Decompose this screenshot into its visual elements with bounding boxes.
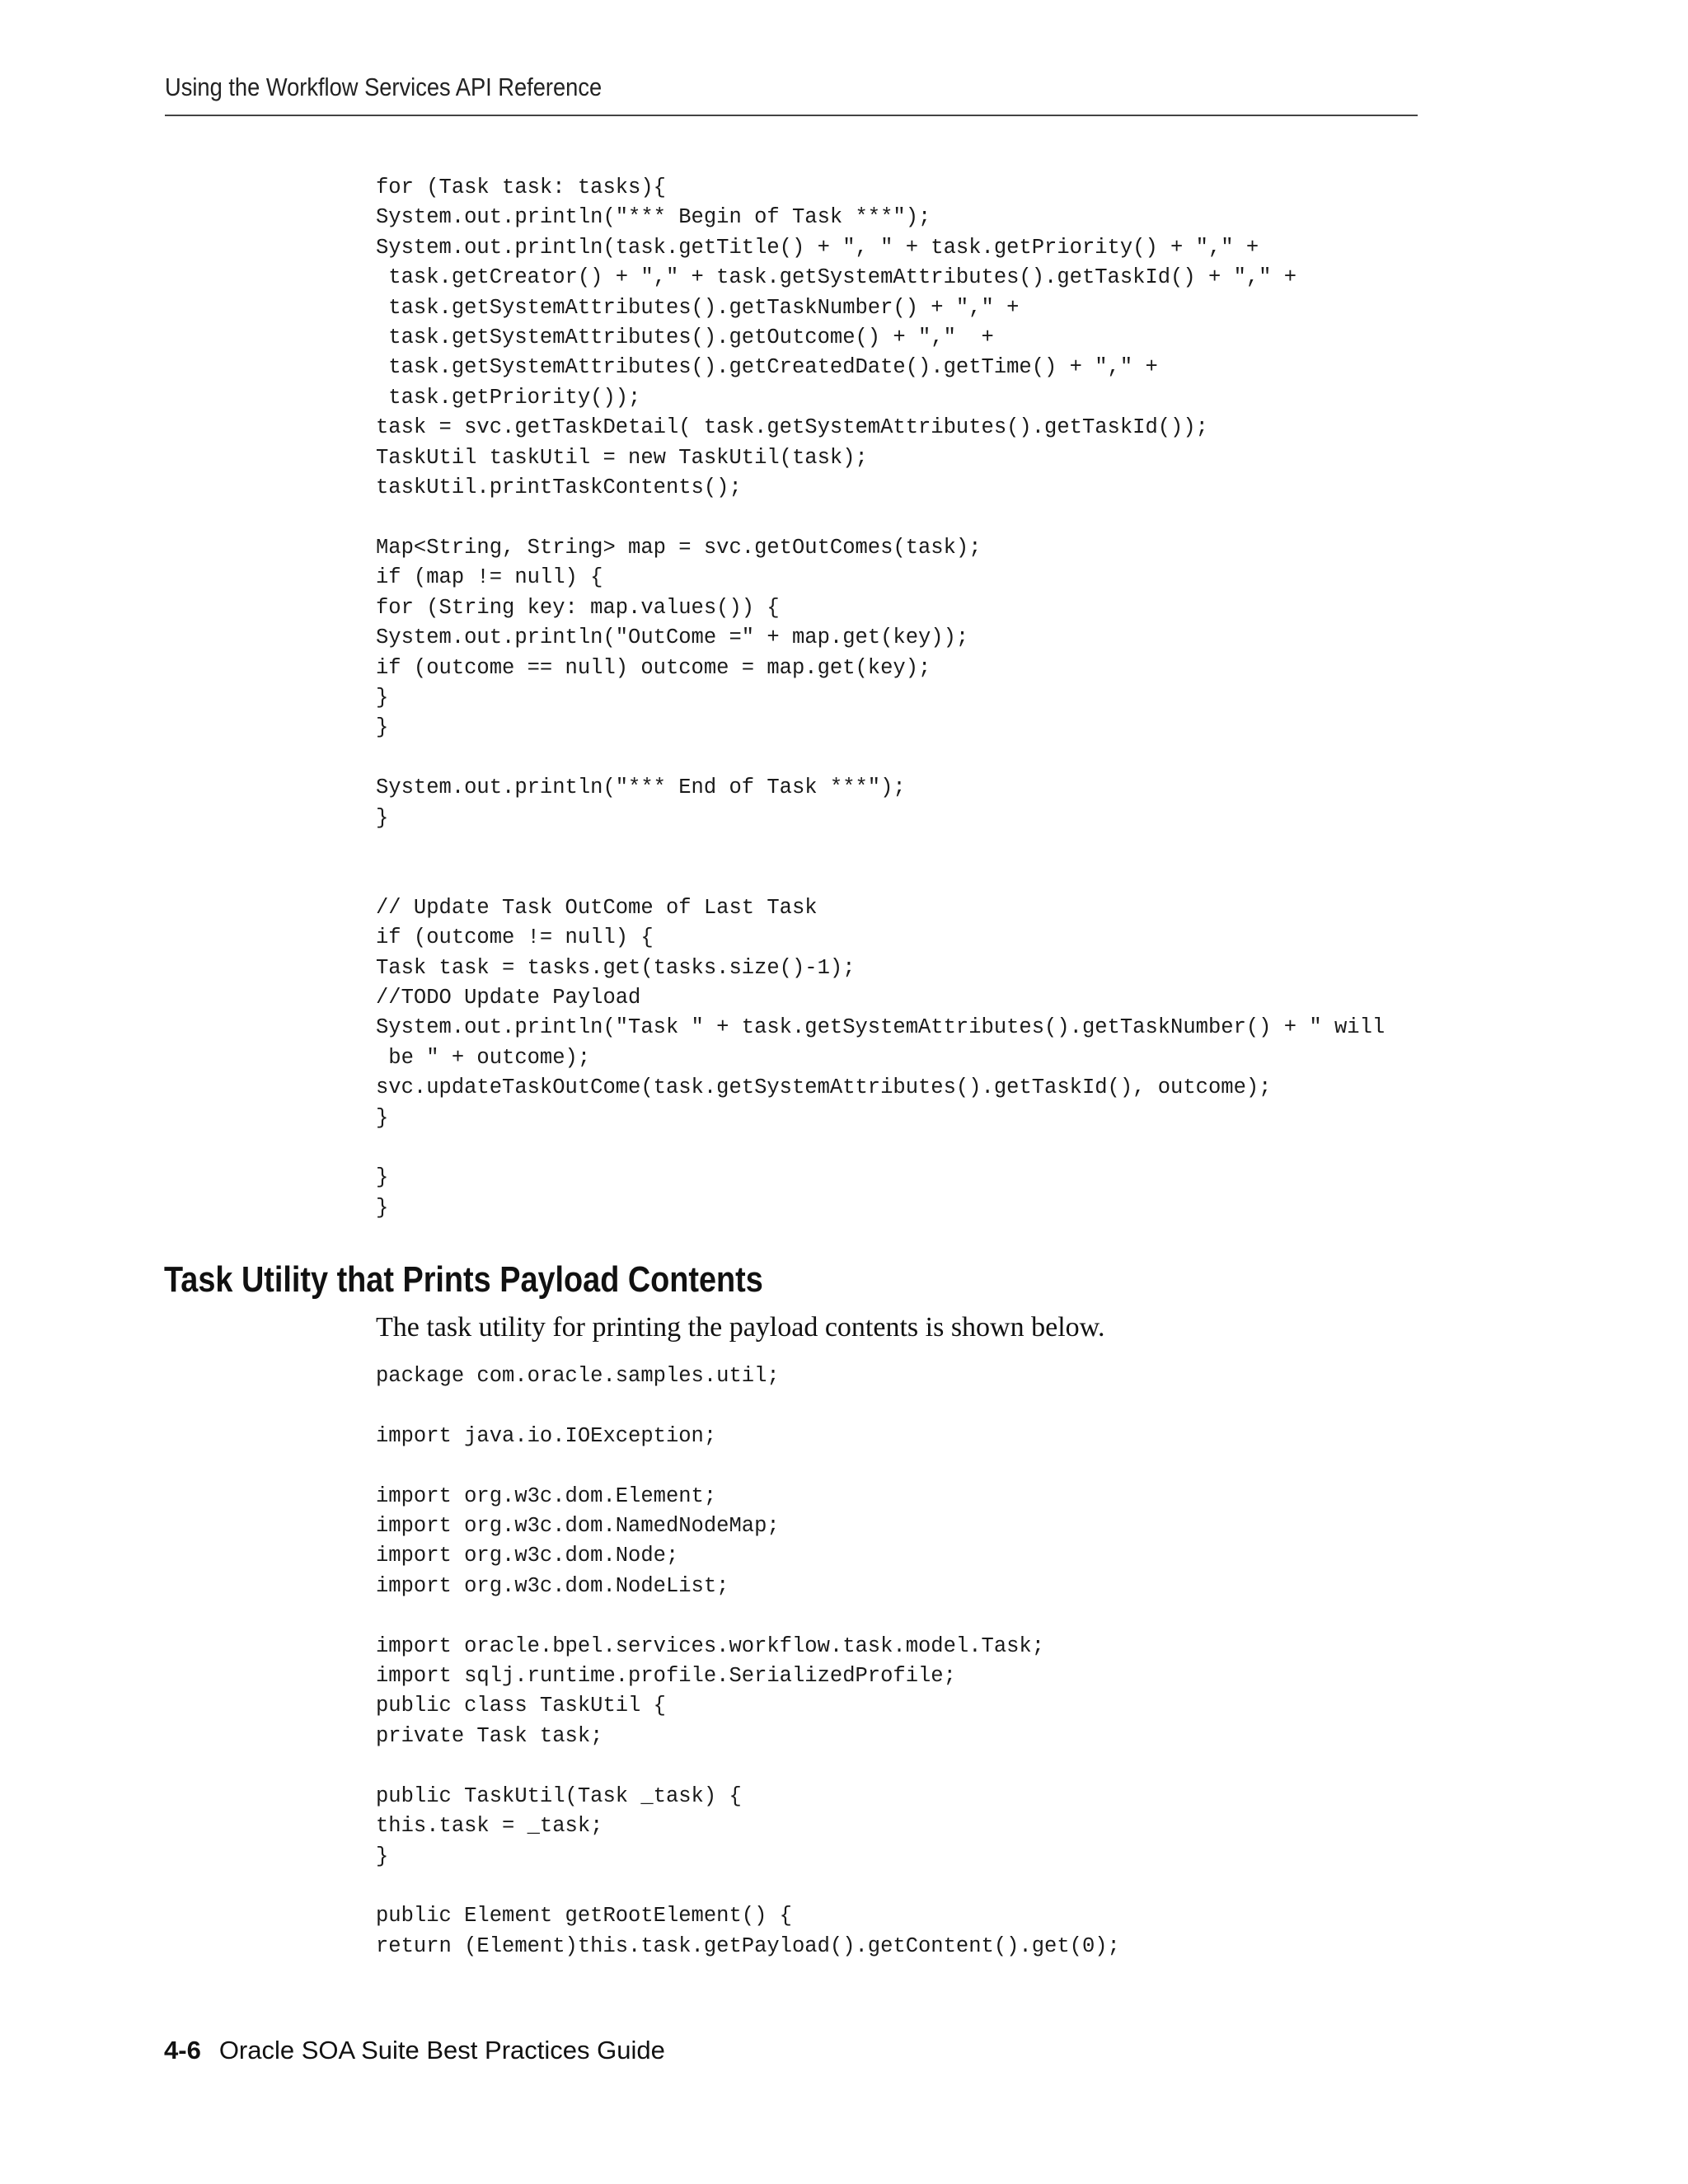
code-block-task-util: package com.oracle.samples.util; import java.io.IOException; import org.w3c.dom.Element; import org.w3c.dom.NamedNodeMap; import org.w3c.dom.Node; import org.w3c.dom.NodeList; import oracle.bpel.services.workflow.task.model.Task; import sqlj.runtime.profile.SerializedProfile; public class TaskUtil { private Task task; public TaskUtil(Task _task) { this.task = _task; } public Element getRootElement() { return (Element)this.task.getPayload().getContent().get(0); <box>376 1364 1120 1958</box>
page-footer <box>164 2036 665 2065</box>
section-intro: The task utility for printing the payload contents is shown below. <box>376 1312 1105 1343</box>
page-number: 4-6 <box>164 2036 201 2064</box>
book-title: Oracle SOA Suite Best Practices Guide <box>218 2036 665 2064</box>
code-block-task-loop: for (Task task: tasks){ System.out.println("*** Begin of Task ***"); System.out.println(task.getTitle() + ", " + task.getPriority() + "," + task.getCreator() + "," + task.getSystemAttributes().getTaskId() + "," + task.getSystemAttributes().getTaskNumber() + "," + task.getSystemAttributes().getOutcome() + "," + task.getSystemAttributes().getCreatedDate().getTime() + "," + task.getPriority()); task = svc.getTaskDetail( task.getSystemAttributes().getTaskId()); TaskUtil taskUtil = new TaskUtil(task); taskUtil.printTaskContents(); Map<String, String> map = svc.getOutComes(task); if (map != null) { for (String key: map.values()) { System.out.println("OutCome =" + map.get(key)); if (outcome == null) outcome = map.get(key); } } System.out.println("*** End of Task ***"); } // Update Task OutCome of Last Task if (outcome != null) { Task task = tasks.get(tasks.size()-1); //TODO Update Payload System.out.println("Task " + task.getSystemAttributes().getTaskNumber() + " will be " + outcome); svc.updateTaskOutCome(task.getSystemAttributes().getTaskId(), outcome); } } } <box>376 176 1386 1220</box>
header-rule <box>165 115 1418 116</box>
section-heading: Task Utility that Prints Payload Contents <box>164 1259 763 1300</box>
running-header: Using the Workflow Services API Reference <box>165 73 603 101</box>
